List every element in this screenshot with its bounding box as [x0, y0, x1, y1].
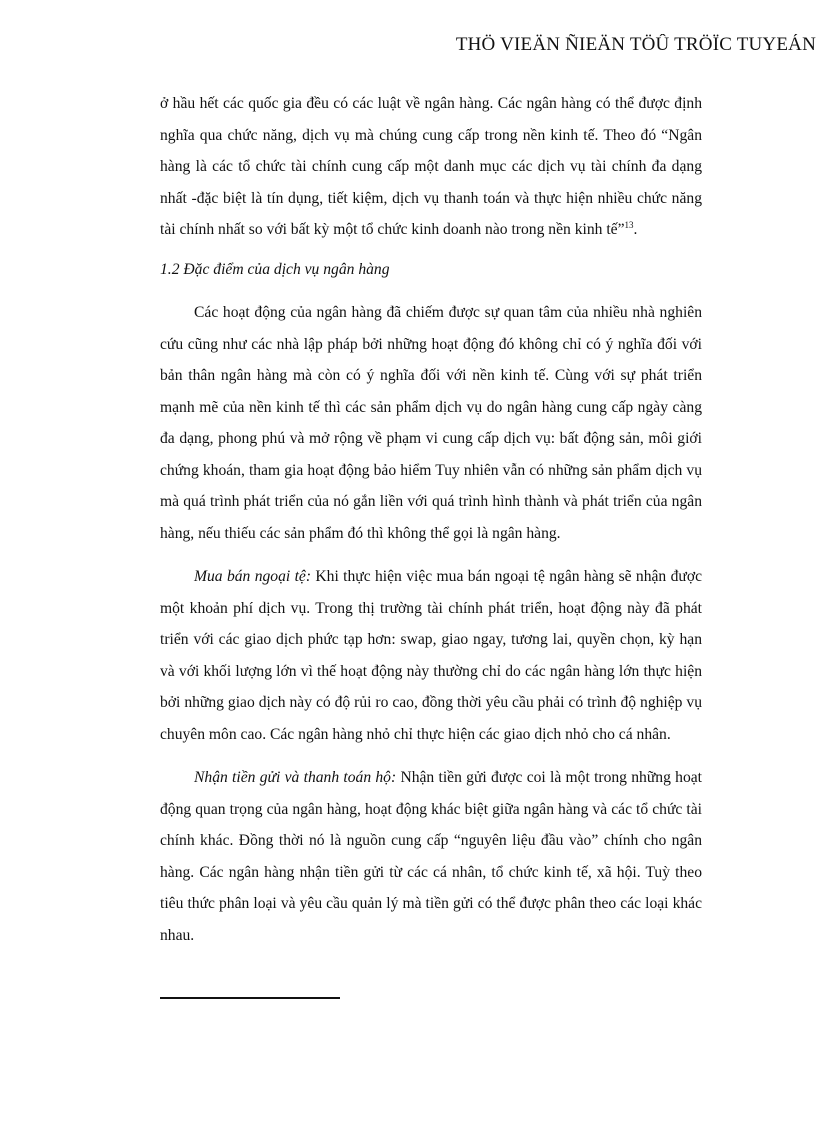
foreign-exchange-body: Khi thực hiện việc mua bán ngoại tệ ngân hàng sẽ nhận được một khoản phí dịch vụ. Trong thị trường tài chính phát triển, hoạt động này đã phát triển với các giao dịch phức tạp hơn: swap, giao ngay, tương lai, quyền chọn, kỳ hạn và với khối lượng lớn vì thế hoạt động này thường chỉ do các ngân hàng lớn thực hiện bởi những giao dịch này có độ rủi ro cao, đồng thời yêu cầu phải có trình độ nghiệp vụ chuyên môn cao. Các ngân hàng nhỏ chỉ thực hiện các giao dịch nhỏ cho cá nhân. — [160, 568, 703, 743]
intro-paragraph — [160, 88, 702, 246]
paragraph-deposits — [160, 762, 702, 951]
deposits-body: Nhận tiền gửi được coi là một trong những hoạt động quan trọng của ngân hàng, hoạt động khác biệt giữa ngân hàng và các tổ chức tài chính khác. Đồng thời nó là nguồn cung cấp “nguyên liệu đầu vào” chính cho ngân hàng. Các ngân hàng nhận tiền gửi từ các cá nhân, tổ chức kinh tế, xã hội. Tuỳ theo tiêu thức phân loại và yêu cầu quản lý mà tiền gửi có thể được phân theo các loại khác nhau. — [160, 769, 703, 944]
section-heading: 1.2 Đặc điểm của dịch vụ ngân hàng — [160, 260, 390, 278]
foreign-exchange-lead: Mua bán ngoại tệ: — [194, 568, 312, 585]
intro-end: . — [633, 221, 638, 238]
deposits-lead: Nhận tiền gửi và thanh toán hộ: — [194, 769, 397, 786]
paragraph-foreign-exchange — [160, 561, 702, 750]
intro-text: ở hầu hết các quốc gia đều có các luật về ngân hàng. Các ngân hàng có thể được định nghĩa qua chức năng, dịch vụ mà chúng cung cấp trong nền kinh tế. Theo đó “Ngân hàng là các tổ chức tài chính cung cấp một danh mục các dịch vụ tài chính đa dạng nhất -đặc biệt là tín dụng, tiết kiệm, dịch vụ thanh toán và thực hiện nhiều chức năng tài chính nhất so với bất kỳ một tổ chức kinh doanh nào trong nền kinh tế” — [160, 95, 702, 238]
footnote-divider — [160, 997, 340, 999]
document-body — [160, 88, 702, 951]
footnote-marker: 13 — [624, 219, 634, 230]
paragraph-bank-activities: Các hoạt động của ngân hàng đã chiếm được sự quan tâm của nhiều nhà nghiên cứu cũng như các nhà lập pháp bởi những hoạt động đó không chỉ có ý nghĩa đối với bản thân ngân hàng mà còn có ý nghĩa đối với nền kinh tế. Cùng với sự phát triển mạnh mẽ của nền kinh tế thì các sản phẩm dịch vụ do ngân hàng cung cấp ngày càng đa dạng, phong phú và mở rộng về phạm vi cung cấp dịch vụ: bất động sản, môi giới chứng khoán, tham gia hoạt động bảo hiểm Tuy nhiên vẫn có những sản phẩm dịch vụ mà quá trình phát triển của nó gắn liền với quá trình hình thành và phát triển của ngân hàng, nếu thiếu các sản phẩm đó thì không thể gọi là ngân hàng. — [160, 304, 702, 542]
library-header: THÖ VIEÄN ÑIEÄN TÖÛ TRÖÏC TUYEÁN — [455, 34, 816, 55]
